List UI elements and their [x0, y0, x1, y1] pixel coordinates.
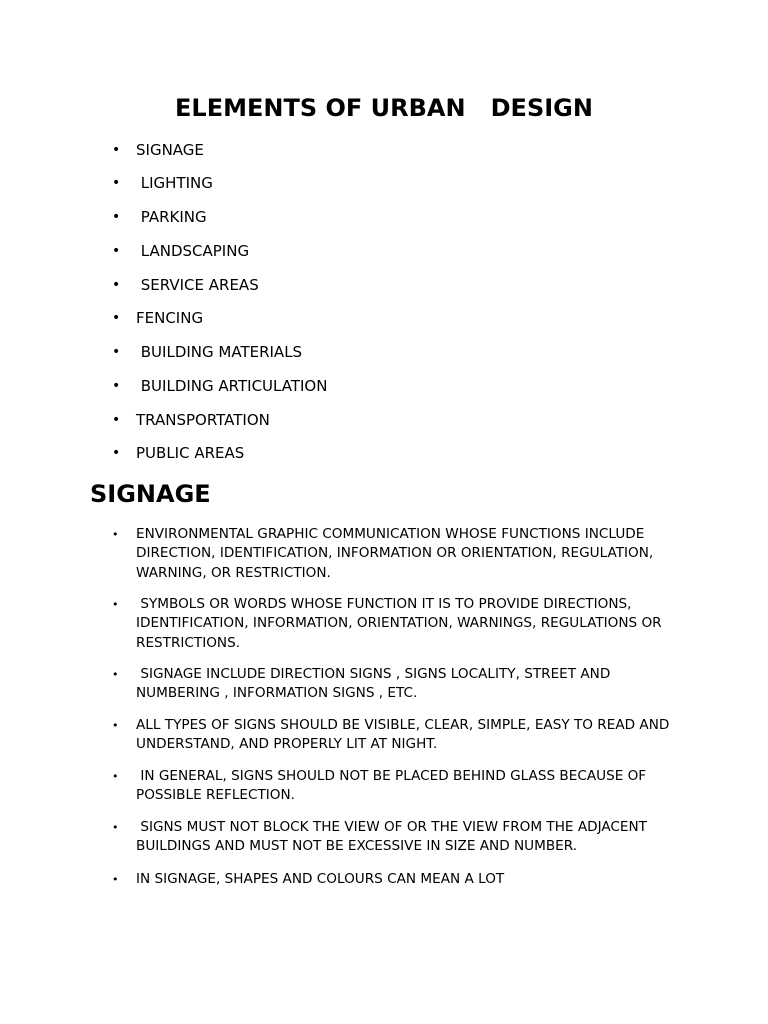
list-item-text: FENCING: [136, 309, 204, 327]
bullet-icon: •: [112, 142, 121, 158]
bullet-icon: •: [112, 378, 121, 394]
list-item: [0, 442, 600, 464]
list-item-text: LIGHTING: [136, 174, 213, 192]
bullet-icon: •: [112, 445, 121, 461]
list-item: [0, 409, 600, 431]
bullet-icon: •: [112, 821, 119, 834]
list-item-text: SIGNAGE: [136, 141, 204, 159]
paragraph-text: SIGNAGE INCLUDE DIRECTION SIGNS , SIGNS LOCALITY, STREET AND NUMBERING , INFORMATION SIGNS , ETC.: [136, 666, 615, 702]
list-item-text: TRANSPORTATION: [136, 411, 270, 429]
paragraph-text: ENVIRONMENTAL GRAPHIC COMMUNICATION WHOSE FUNCTIONS INCLUDE DIRECTION, IDENTIFICATION, INFORMATION OR ORIENTATION, REGULATION, WARNING, OR RESTRICTION.: [136, 526, 658, 581]
bullet-icon: •: [112, 310, 121, 326]
list-item: [0, 139, 600, 161]
list-item: [0, 206, 600, 228]
list-item: [0, 341, 600, 363]
bullet-icon: •: [112, 175, 121, 191]
bullet-icon: •: [112, 277, 121, 293]
list-item-text: BUILDING ARTICULATION: [136, 377, 328, 395]
section-heading-signage: SIGNAGE: [90, 480, 211, 508]
bullet-icon: •: [112, 719, 119, 732]
list-item: [0, 274, 600, 296]
list-item-text: LANDSCAPING: [136, 242, 250, 260]
bullet-icon: •: [112, 770, 119, 783]
bullet-icon: •: [112, 209, 121, 225]
bullet-icon: •: [112, 668, 119, 681]
list-item-text: PUBLIC AREAS: [136, 444, 245, 462]
bullet-icon: •: [112, 412, 121, 428]
list-item-text: PARKING: [136, 208, 207, 226]
paragraph-text: SIGNS MUST NOT BLOCK THE VIEW OF OR THE VIEW FROM THE ADJACENT BUILDINGS AND MUST NOT BE EXCESSIVE IN SIZE AND NUMBER.: [136, 819, 652, 855]
list-item-text: SERVICE AREAS: [136, 276, 259, 294]
paragraph-text: SYMBOLS OR WORDS WHOSE FUNCTION IT IS TO PROVIDE DIRECTIONS, IDENTIFICATION, INFORMATION, ORIENTATION, WARNINGS, REGULATIONS OR RESTRICTIONS.: [136, 596, 666, 651]
list-item: [0, 307, 600, 329]
paragraph-text: IN GENERAL, SIGNS SHOULD NOT BE PLACED BEHIND GLASS BECAUSE OF POSSIBLE REFLECTION.: [136, 768, 651, 804]
list-item: [0, 240, 600, 262]
bullet-icon: •: [112, 528, 119, 541]
paragraph-text: IN SIGNAGE, SHAPES AND COLOURS CAN MEAN A LOT: [136, 871, 505, 887]
bullet-icon: •: [112, 598, 119, 611]
bullet-icon: •: [112, 873, 119, 886]
list-item: [0, 172, 600, 194]
list-item-text: BUILDING MATERIALS: [136, 343, 303, 361]
document-title: ELEMENTS OF URBAN DESIGN: [175, 94, 593, 122]
list-item: [0, 375, 600, 397]
paragraph-text: ALL TYPES OF SIGNS SHOULD BE VISIBLE, CLEAR, SIMPLE, EASY TO READ AND UNDERSTAND, AND PROPERLY LIT AT NIGHT.: [136, 717, 674, 753]
bullet-icon: •: [112, 243, 121, 259]
bullet-icon: •: [112, 344, 121, 360]
